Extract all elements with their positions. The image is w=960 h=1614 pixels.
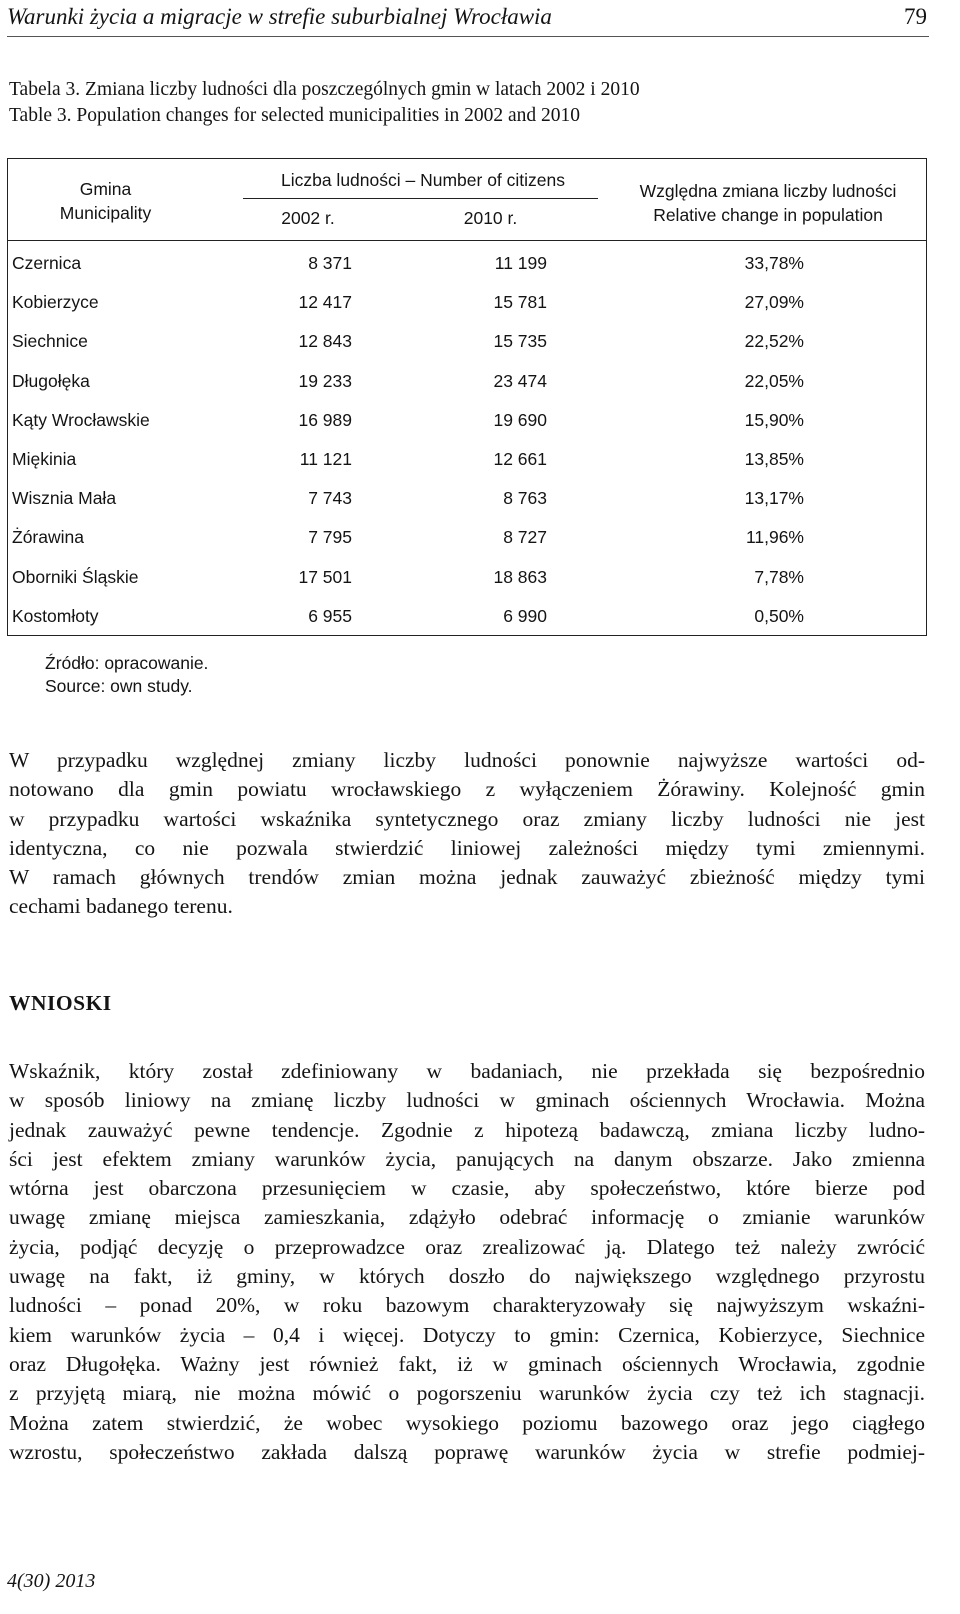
source-pl: Źródło: opracowanie. [45, 653, 209, 673]
header-relative-change [613, 179, 923, 227]
text-line: wtórna jest obarczona przesunięciem w czasie, aby społeczeństwo, które bierze pod [9, 1176, 925, 1201]
text-line: uwagę zmianę miejsca zamieszkania, zdążyło odebrać informację o zmianie warunków [9, 1205, 925, 1230]
population-2002: 11 121 [299, 449, 352, 469]
text-line: notowano dla gmin powiatu wrocławskiego z wyłączeniem Żórawiny. Kolejność gmin [9, 777, 925, 802]
table-row [8, 402, 926, 441]
population-2010: 11 199 [494, 253, 547, 273]
population-2010: 15 781 [493, 292, 547, 313]
text-line: Wskaźnik, który został zdefiniowany w badaniach, nie przekłada się bezpośrednio [9, 1059, 925, 1083]
municipality-name: Długołęka [12, 370, 90, 391]
relative-change: 33,78% [744, 253, 804, 273]
municipality-name: Kostomłoty [12, 605, 99, 626]
relative-change: 15,90% [744, 409, 804, 430]
relative-change: 22,52% [744, 331, 804, 352]
header-rel-pl: Względna zmiana liczby ludności [639, 181, 897, 201]
text-line: identyczna, co nie pozwala stwierdzić liniowej zależności między tymi zmiennymi. [9, 835, 925, 860]
text-line: kiem warunków życia – 0,4 i więcej. Dotyczy to gmin: Czernica, Kobierzyce, Siechnice [9, 1322, 925, 1347]
population-2002: 7 743 [308, 488, 352, 509]
header-gmina-pl: Gmina [79, 179, 132, 199]
population-2010: 18 863 [493, 566, 547, 587]
text-line: w sposób liniowy na zmianę liczby ludności w gminach ościennych Wrocławia. Można [9, 1088, 925, 1113]
population-2010: 12 661 [493, 449, 547, 469]
table-row [8, 480, 926, 519]
population-2002: 8 371 [308, 253, 352, 273]
population-2002: 7 795 [308, 527, 352, 548]
header-year-2002: 2002 r. [281, 208, 335, 228]
table-row [8, 519, 926, 558]
municipality-name: Kobierzyce [12, 292, 99, 313]
table-row [8, 441, 926, 480]
header-subrule [243, 198, 598, 199]
text-line: W przypadku względnej zmiany liczby ludności ponownie najwyższe wartości od- [9, 748, 925, 772]
municipality-name: Żórawina [12, 527, 84, 548]
table-row [8, 559, 926, 598]
relative-change: 27,09% [744, 292, 804, 313]
population-2002: 19 233 [298, 370, 352, 391]
text-line: w przypadku wartości wskaźnika syntetycznego oraz zmiany liczby ludności nie jest [9, 806, 925, 831]
source-en: Source: own study. [45, 676, 193, 696]
header-year-2010: 2010 r. [463, 208, 518, 228]
population-2002: 6 955 [308, 605, 352, 626]
population-2002: 12 417 [298, 292, 352, 313]
header-rule [7, 36, 929, 37]
text-line: uwagę na fakt, iż gminy, w których doszło do największego względnego przyrostu [9, 1264, 925, 1289]
population-2010: 19 690 [493, 409, 547, 430]
paragraph-1 [9, 746, 925, 922]
table-caption-pl: Tabela 3. Zmiana liczby ludności dla poszczególnych gmin w latach 2002 i 2010 [9, 79, 640, 100]
text-line: z przyjętą miarą, nie można mówić o pogorszeniu warunków życia czy też ich stagnacji. [9, 1381, 925, 1406]
text-line: wzrostu, społeczeństwo zakłada dalszą poprawę warunków życia w strefie podmiej- [9, 1439, 925, 1464]
text-line: Można zatem stwierdzić, że wobec wysokiego poziomu bazowego oraz jego ciągłego [9, 1410, 925, 1435]
table-row [8, 363, 926, 402]
municipality-name: Wisznia Mała [12, 488, 117, 509]
page-number: 79 [904, 4, 927, 29]
municipality-name: Czernica [12, 253, 82, 273]
relative-change: 11,96% [745, 527, 804, 548]
section-heading: WNIOSKI [9, 991, 112, 1015]
header-rule-bottom [8, 240, 926, 241]
table-row [8, 598, 926, 637]
population-2010: 6 990 [503, 605, 547, 626]
table-row [8, 284, 926, 323]
relative-change: 0,50% [754, 605, 804, 626]
table-caption-en: Table 3. Population changes for selected municipalities in 2002 and 2010 [9, 105, 581, 126]
relative-change: 7,78% [754, 566, 804, 587]
relative-change: 22,05% [744, 370, 804, 391]
municipality-name: Kąty Wrocławskie [12, 409, 150, 430]
header-rel-en: Relative change in population [653, 205, 883, 225]
population-2002: 17 501 [298, 566, 352, 587]
header-gmina-en: Municipality [59, 203, 152, 223]
text-line: ludności – ponad 20%, w roku bazowym charakteryzowały się najwyższym wskaźni- [9, 1293, 925, 1318]
municipality-name: Siechnice [12, 331, 88, 352]
table-row [8, 323, 926, 362]
running-head-title: Warunki życia a migracje w strefie suburbialnej Wrocławia [7, 4, 552, 29]
text-line: oraz Długołęka. Ważny jest również fakt, iż w gminach ościennych Wrocławia, zgodnie [9, 1351, 925, 1376]
footer-issue: 4(30) 2013 [7, 1570, 96, 1592]
running-head [7, 2, 927, 32]
population-2010: 8 763 [503, 488, 547, 509]
text-line: cechami badanego terenu. [9, 894, 233, 919]
header-municipality [8, 177, 203, 225]
population-2002: 12 843 [298, 331, 352, 352]
text-line: W ramach głównych trendów zmian można jednak zauważyć zbieżność między tymi [9, 865, 925, 890]
population-2010: 23 474 [493, 370, 547, 391]
relative-change: 13,17% [744, 488, 804, 509]
text-line: jednak zauważyć pewne tendencje. Zgodnie z hipotezą badawczą, zmiana liczby ludno- [9, 1117, 925, 1142]
municipality-name: Oborniki Śląskie [12, 566, 139, 587]
relative-change: 13,85% [744, 449, 804, 469]
population-2010: 8 727 [503, 527, 547, 548]
paragraph-2 [9, 1057, 925, 1467]
municipality-name: Miękinia [12, 449, 77, 469]
population-2002: 16 989 [298, 409, 352, 430]
header-number-of-citizens: Liczba ludności – Number of citizens [280, 170, 566, 190]
population-table [7, 158, 927, 636]
text-line: życia, podjąć decyzję o przeprowadzce oraz zrealizować ją. Dlatego też należy zwrócić [9, 1234, 925, 1259]
population-2010: 15 735 [493, 331, 547, 352]
text-line: ści jest efektem zmiany warunków życia, panujących na danym obszarze. Jako zmienna [9, 1146, 925, 1171]
table-row [8, 245, 926, 284]
